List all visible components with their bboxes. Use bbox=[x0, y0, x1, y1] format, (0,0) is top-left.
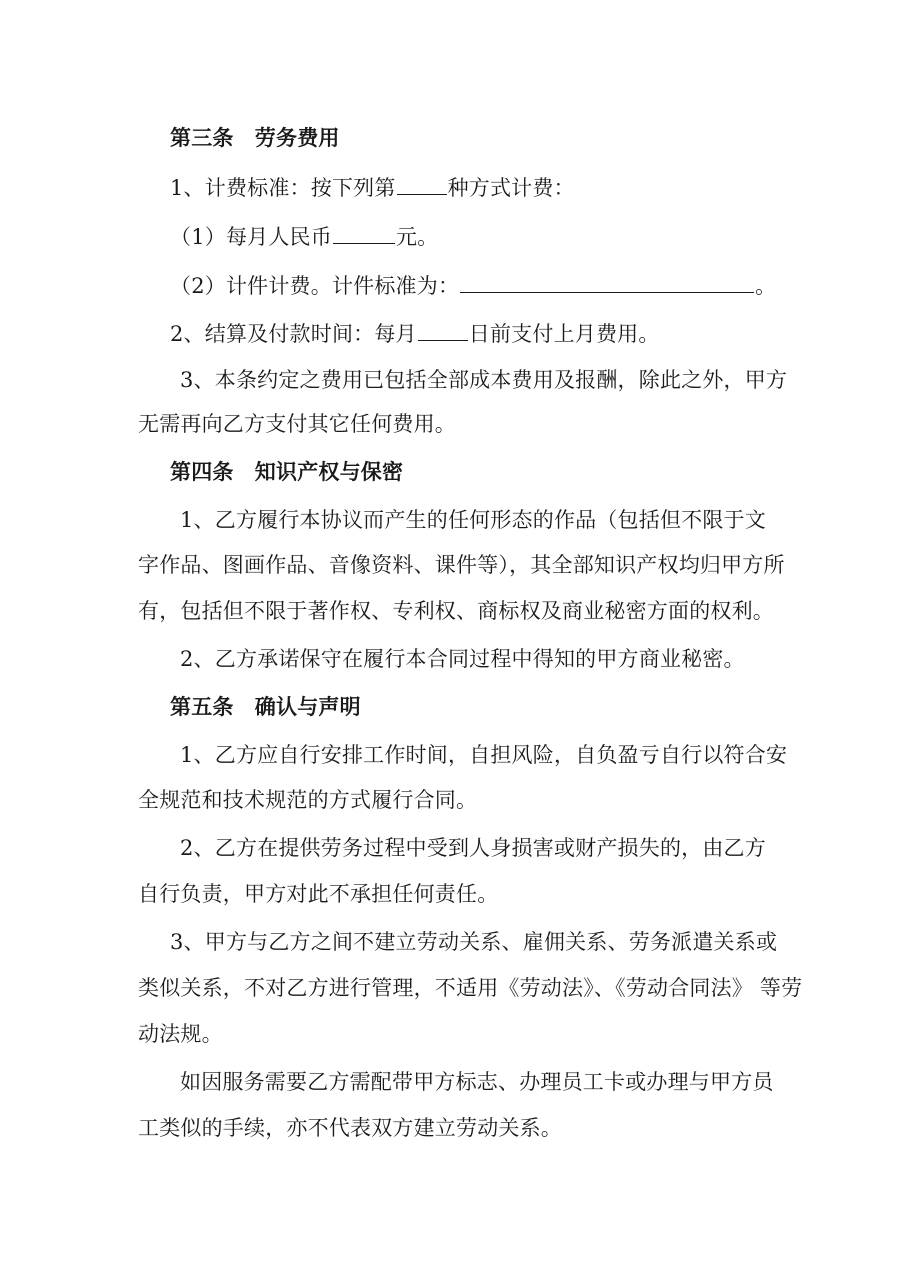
article-5-heading: 第五条 确认与声明 bbox=[170, 695, 361, 719]
item-text: 种方式计费： bbox=[447, 176, 575, 200]
article-5-note-line-2: 工类似的手续，亦不代表双方建立劳动关系。 bbox=[138, 1116, 562, 1140]
article-3-item-1 bbox=[170, 172, 575, 202]
article-5-item-1-line-1: 1、乙方应自行安排工作时间，自担风险，自负盈亏自行以符合安 bbox=[180, 743, 788, 767]
article-5-note-line-1: 如因服务需要乙方需配带甲方标志、办理员工卡或办理与甲方员 bbox=[180, 1070, 774, 1094]
article-5-item-1-line-2: 全规范和技术规范的方式履行合同。 bbox=[138, 788, 478, 812]
article-5-item-2-line-1: 2、乙方在提供劳务过程中受到人身损害或财产损失的，由乙方 bbox=[180, 836, 766, 860]
article-3-heading: 第三条 劳务费用 bbox=[170, 126, 340, 150]
fill-blank-method[interactable] bbox=[397, 172, 447, 195]
item-text: 。 bbox=[755, 274, 777, 298]
article-4-item-1-line-1: 1、乙方履行本协议而产生的任何形态的作品（包括但不限于文 bbox=[180, 508, 766, 532]
fill-blank-piece-standard[interactable] bbox=[460, 270, 754, 293]
item-text: 元。 bbox=[395, 225, 439, 249]
article-4-heading: 第四条 知识产权与保密 bbox=[170, 460, 404, 484]
article-5-item-3-line-2: 类似关系，不对乙方进行管理，不适用《劳动法》、《劳动合同法》 等劳 bbox=[138, 976, 803, 1000]
article-4-item-1-line-3: 有，包括但不限于著作权、专利权、商标权及商业秘密方面的权利。 bbox=[138, 599, 774, 623]
item-text: （2）计件计费。计件标准为： bbox=[170, 274, 460, 298]
article-3-option-2 bbox=[170, 270, 776, 300]
article-3-item-3-line-1: 3、本条约定之费用已包括全部成本费用及报酬，除此之外，甲方 bbox=[180, 368, 788, 392]
article-5-item-2-line-2: 自行负责，甲方对此不承担任何责任。 bbox=[138, 882, 499, 906]
fill-blank-pay-day[interactable] bbox=[418, 318, 468, 341]
item-text: 1、计费标准：按下列第 bbox=[170, 176, 396, 200]
article-3-item-3-line-2: 无需再向乙方支付其它任何费用。 bbox=[138, 412, 456, 436]
item-text: （1）每月人民币 bbox=[170, 225, 332, 249]
article-4-item-2: 2、乙方承诺保守在履行本合同过程中得知的甲方商业秘密。 bbox=[180, 647, 745, 671]
article-4-item-1-line-2: 字作品、图画作品、音像资料、课件等），其全部知识产权均归甲方所 bbox=[138, 553, 785, 577]
article-3-option-1 bbox=[170, 221, 438, 251]
article-3-item-2 bbox=[170, 318, 660, 348]
fill-blank-monthly-amount[interactable] bbox=[333, 221, 395, 244]
item-text: 2、结算及付款时间：每月 bbox=[170, 322, 417, 346]
item-text: 日前支付上月费用。 bbox=[468, 322, 660, 346]
article-5-item-3-line-3: 动法规。 bbox=[138, 1022, 223, 1046]
article-5-item-3-line-1: 3、甲方与乙方之间不建立劳动关系、雇佣关系、劳务派遣关系或 bbox=[170, 930, 778, 954]
